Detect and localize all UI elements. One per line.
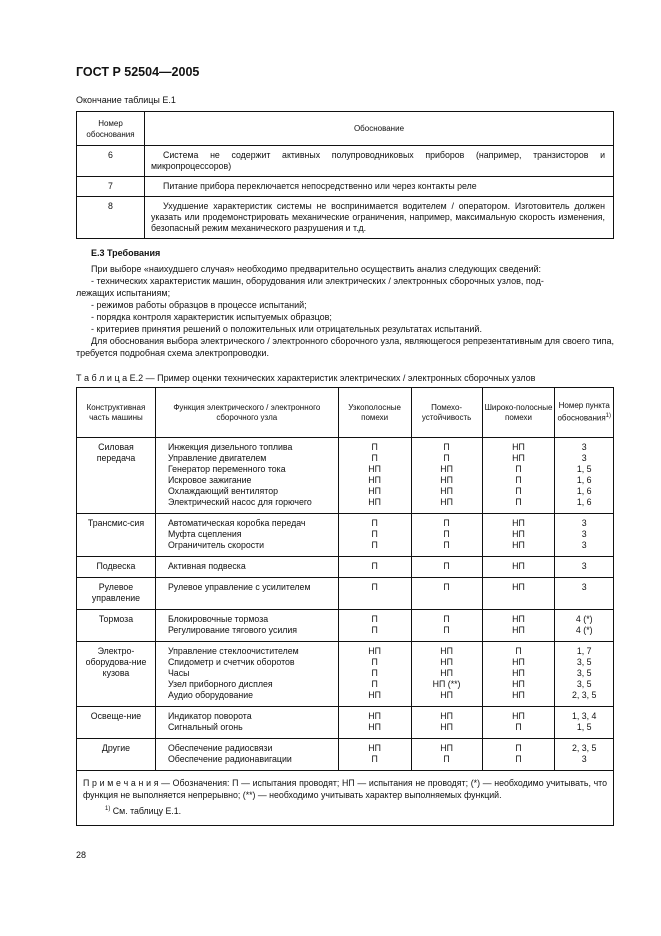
cell-line: П: [371, 561, 378, 571]
cell-line: 1, 6: [576, 497, 592, 507]
reference-cell: [555, 557, 614, 578]
cell-line: П: [515, 722, 522, 732]
cell-line: НП: [440, 464, 453, 474]
immunity-cell: [411, 707, 482, 739]
cell-line: НП: [440, 475, 453, 485]
cell-line: 4 (*): [575, 614, 593, 624]
narrowband-cell: [338, 610, 411, 642]
cell-line: Рулевое управление с усилителем: [167, 582, 311, 592]
broadband-cell: [482, 514, 555, 557]
cell-line: НП: [368, 464, 381, 474]
table-row: [77, 739, 614, 771]
reference-cell: [555, 514, 614, 557]
cell-line: 4 (*): [575, 625, 593, 635]
cell-line: НП: [440, 711, 453, 721]
immunity-cell: [411, 514, 482, 557]
header-immunity: Помехо-устойчивость: [411, 388, 482, 438]
part-cell: Подвеска: [77, 557, 156, 578]
header-broadband: Широко-полосные помехи: [482, 388, 555, 438]
cell-line: Инжекция дизельного топлива: [167, 442, 293, 452]
cell-line: П: [515, 743, 522, 753]
part-cell: Другие: [77, 739, 156, 771]
header-reference: [555, 388, 614, 438]
cell-line: 3: [581, 453, 587, 463]
cell-line: Охлаждающий вентилятор: [167, 486, 279, 496]
part-cell: Электро-оборудова-ние кузова: [77, 642, 156, 707]
cell-line: 3, 5: [576, 668, 592, 678]
footnote-text: См. таблицу Е.1.: [112, 805, 182, 816]
document-header: ГОСТ Р 52504—2005: [76, 65, 200, 79]
header-reference-sup: 1): [605, 413, 612, 420]
cell-line: 1, 7: [576, 646, 592, 656]
cell-line: 1, 6: [576, 486, 592, 496]
cell-line: П: [515, 486, 522, 496]
cell-line: НП: [512, 442, 525, 452]
broadband-cell: [482, 557, 555, 578]
function-cell: [155, 707, 338, 739]
header-narrowband: Узкополосные помехи: [338, 388, 411, 438]
header-part: Конструктивная часть машины: [77, 388, 156, 438]
reference-cell: [555, 610, 614, 642]
narrowband-cell: [338, 438, 411, 514]
cell-line: Ограничитель скорости: [167, 540, 265, 550]
cell-line: П: [371, 614, 378, 624]
function-cell: [155, 610, 338, 642]
broadband-cell: [482, 610, 555, 642]
broadband-cell: [482, 642, 555, 707]
list-item: - критериев принятия решений о положительных или отрицательных результатах испытаний.: [91, 324, 482, 334]
cell-line: НП: [512, 582, 525, 592]
cell-line: Блокировочные тормоза: [167, 614, 269, 624]
cell-line: Муфта сцепления: [167, 529, 242, 539]
table-row: [77, 146, 614, 177]
cell-line: 1, 5: [576, 464, 592, 474]
broadband-cell: [482, 438, 555, 514]
row-text: Система не содержит активных полупроводниковых приборов (например, транзисторов и микропроцессоров): [145, 146, 614, 177]
cell-line: Часы: [167, 668, 190, 678]
header-reference-text: Номер пункта обоснования: [557, 401, 610, 423]
table-e1-header-reason: Обоснование: [145, 112, 614, 146]
cell-line: Электрический насос для горючего: [167, 497, 312, 507]
table-e1-header-number: Номер обоснования: [77, 112, 145, 146]
table-row: [77, 707, 614, 739]
part-cell: Тормоза: [77, 610, 156, 642]
immunity-cell: [411, 438, 482, 514]
function-cell: [155, 642, 338, 707]
cell-line: НП: [368, 722, 381, 732]
table-e2-caption: Т а б л и ц а Е.2 — Пример оценки технических характеристик электрических / электронных сборочных узлов: [76, 373, 536, 383]
function-cell: [155, 739, 338, 771]
cell-line: П: [443, 518, 450, 528]
broadband-cell: [482, 707, 555, 739]
table-row: [77, 438, 614, 514]
list-item: - технических характеристик машин, оборудования или электрических / электронных сборочных узлов, под-: [91, 276, 544, 286]
immunity-cell: [411, 557, 482, 578]
cell-line: П: [371, 582, 378, 592]
cell-line: НП: [512, 668, 525, 678]
row-text: Ухудшение характеристик системы не воспринимается водителем / оператором. Изготовитель должен указать или продемонстрировать механические ограничения, например, максимальную скорость изменения, безопасный режим механического разрушения и т.д.: [145, 197, 614, 239]
part-cell: Трансмис-сия: [77, 514, 156, 557]
list-item: - режимов работы образцов в процессе испытаний;: [91, 300, 307, 310]
table-row: [77, 514, 614, 557]
function-cell: [155, 557, 338, 578]
cell-line: 3: [581, 540, 587, 550]
cell-line: Узел приборного дисплея: [167, 679, 273, 689]
reference-cell: [555, 707, 614, 739]
narrowband-cell: [338, 557, 411, 578]
cell-line: 3: [581, 442, 587, 452]
cell-line: Управление двигателем: [167, 453, 267, 463]
cell-line: НП: [368, 743, 381, 753]
cell-line: П: [515, 475, 522, 485]
table-e1-caption: Окончание таблицы Е.1: [76, 95, 176, 105]
cell-line: 1, 6: [576, 475, 592, 485]
cell-line: НП: [440, 668, 453, 678]
cell-line: Обеспечение радионавигации: [167, 754, 292, 764]
cell-line: НП: [512, 690, 525, 700]
cell-line: 3: [581, 754, 587, 764]
table-row: [77, 642, 614, 707]
footnote: [83, 803, 607, 817]
cell-line: НП: [440, 497, 453, 507]
cell-line: 3: [581, 518, 587, 528]
cell-line: Активная подвеска: [167, 561, 246, 571]
cell-line: НП: [440, 646, 453, 656]
cell-line: 1, 3, 4: [572, 711, 597, 721]
immunity-cell: [411, 642, 482, 707]
cell-line: Сигнальный огонь: [167, 722, 243, 732]
table-row: [77, 557, 614, 578]
cell-line: П: [443, 625, 450, 635]
header-function: Функция электрического / электронного сборочного узла: [155, 388, 338, 438]
part-cell: Освеще-ние: [77, 707, 156, 739]
row-number: 6: [77, 146, 145, 177]
part-cell: Силовая передача: [77, 438, 156, 514]
cell-line: НП: [368, 486, 381, 496]
cell-line: 1, 5: [576, 722, 592, 732]
cell-line: НП: [440, 657, 453, 667]
cell-line: НП: [512, 453, 525, 463]
cell-line: П: [443, 582, 450, 592]
table-e2: [76, 387, 614, 826]
cell-line: НП: [512, 625, 525, 635]
cell-line: П: [371, 529, 378, 539]
cell-line: П: [371, 668, 378, 678]
narrowband-cell: [338, 739, 411, 771]
broadband-cell: [482, 739, 555, 771]
cell-line: НП: [368, 690, 381, 700]
cell-line: НП: [368, 475, 381, 485]
cell-line: Обеспечение радиосвязи: [167, 743, 273, 753]
cell-line: П: [443, 561, 450, 571]
broadband-cell: [482, 578, 555, 610]
cell-line: НП: [368, 646, 381, 656]
cell-line: П: [371, 754, 378, 764]
table-row: [77, 197, 614, 239]
section-title: Е.3 Требования: [91, 248, 161, 258]
table-note-cell: [77, 771, 614, 826]
cell-line: НП: [368, 711, 381, 721]
footnote-mark: 1): [105, 806, 111, 812]
cell-line: 2, 3, 5: [572, 743, 597, 753]
reference-cell: [555, 438, 614, 514]
cell-line: 3, 5: [576, 657, 592, 667]
cell-line: 3, 5: [576, 679, 592, 689]
cell-line: П: [371, 657, 378, 667]
cell-line: НП: [440, 486, 453, 496]
cell-line: П: [443, 540, 450, 550]
cell-line: Спидометр и счетчик оборотов: [167, 657, 295, 667]
cell-line: НП: [440, 743, 453, 753]
immunity-cell: [411, 610, 482, 642]
cell-line: НП: [512, 540, 525, 550]
narrowband-cell: [338, 707, 411, 739]
cell-line: Индикатор поворота: [167, 711, 252, 721]
cell-line: НП: [512, 657, 525, 667]
table-row: [77, 610, 614, 642]
cell-line: П: [515, 497, 522, 507]
cell-line: НП: [512, 561, 525, 571]
list-item: - порядка контроля характеристик испытуемых образцов;: [91, 312, 332, 322]
cell-line: 3: [581, 561, 587, 571]
cell-line: П: [443, 754, 450, 764]
cell-line: П: [371, 679, 378, 689]
cell-line: П: [371, 625, 378, 635]
cell-line: НП: [512, 614, 525, 624]
row-number: 8: [77, 197, 145, 239]
row-text: Питание прибора переключается непосредственно или через контакты реле: [145, 177, 614, 197]
function-cell: [155, 578, 338, 610]
cell-line: 2, 3, 5: [572, 690, 597, 700]
cell-line: П: [515, 646, 522, 656]
table-e1: [76, 111, 614, 239]
immunity-cell: [411, 578, 482, 610]
cell-line: НП: [512, 679, 525, 689]
intro-paragraph: При выборе «наихудшего случая» необходимо предварительно осуществить анализ следующих сведений:: [91, 264, 542, 274]
function-cell: [155, 514, 338, 557]
cell-line: П: [443, 442, 450, 452]
list-item-continuation: лежащих испытаниям;: [76, 288, 171, 298]
cell-line: 3: [581, 582, 587, 592]
row-number: 7: [77, 177, 145, 197]
cell-line: П: [515, 754, 522, 764]
cell-line: П: [515, 464, 522, 474]
narrowband-cell: [338, 642, 411, 707]
cell-line: Автоматическая коробка передач: [167, 518, 306, 528]
cell-line: НП: [440, 722, 453, 732]
cell-line: Регулирование тягового усилия: [167, 625, 298, 635]
cell-line: П: [371, 453, 378, 463]
table-row: [77, 578, 614, 610]
cell-line: НП: [512, 529, 525, 539]
narrowband-cell: [338, 514, 411, 557]
immunity-cell: [411, 739, 482, 771]
cell-line: НП: [368, 497, 381, 507]
cell-line: Аудио оборудование: [167, 690, 254, 700]
cell-line: П: [443, 453, 450, 463]
cell-line: П: [371, 540, 378, 550]
table-row: [77, 177, 614, 197]
cell-line: П: [371, 442, 378, 452]
narrowband-cell: [338, 578, 411, 610]
reference-cell: [555, 642, 614, 707]
reference-cell: [555, 739, 614, 771]
cell-line: Генератор переменного тока: [167, 464, 286, 474]
reference-cell: [555, 578, 614, 610]
cell-line: НП: [440, 690, 453, 700]
function-cell: [155, 438, 338, 514]
cell-line: П: [443, 529, 450, 539]
table-e2-body: [77, 438, 614, 771]
cell-line: Управление стеклоочистителем: [167, 646, 299, 656]
cell-line: НП: [512, 711, 525, 721]
table-note: П р и м е ч а н и я — Обозначения: П — испытания проводят; НП — испытания не проводят; (*) — необходимо учитывать, что функция не выполняется непрерывно; (**) — необходимо учитывать характер выполняемых функций.: [83, 778, 607, 800]
part-cell: Рулевое управление: [77, 578, 156, 610]
closing-paragraph: Для обоснования выбора электрического / электронного сборочного узла, являющегося репрезентативным для своего типа, требуется подробная схема электропроводки.: [76, 336, 614, 358]
cell-line: П: [371, 518, 378, 528]
cell-line: НП: [512, 518, 525, 528]
cell-line: 3: [581, 529, 587, 539]
cell-line: Искровое зажигание: [167, 475, 252, 485]
cell-line: НП (**): [432, 679, 461, 689]
cell-line: П: [443, 614, 450, 624]
page-number: 28: [76, 850, 87, 860]
